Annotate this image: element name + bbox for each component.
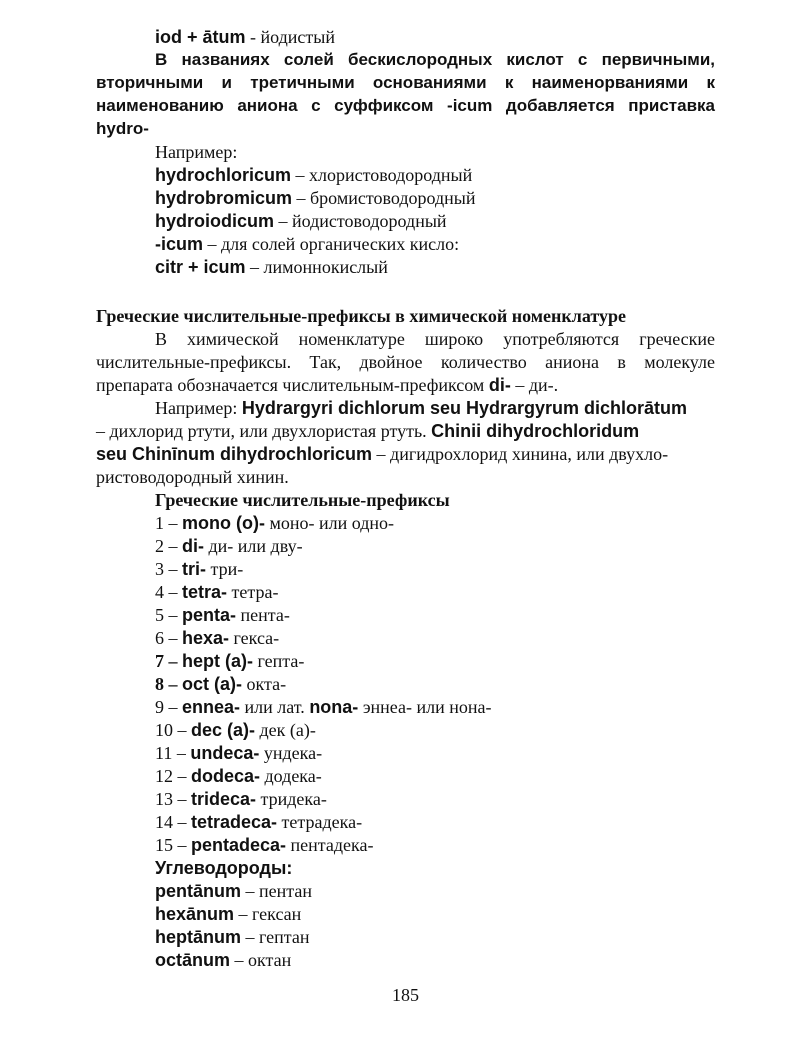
translation: йодистоводородный [292,211,447,231]
prefix: penta- [182,605,236,625]
dash: – [241,927,260,947]
number: 6 – [155,628,182,648]
prefix: tetra- [182,582,228,602]
number: 2 – [155,536,182,556]
hydrocarbon-item [155,903,301,925]
paragraph-text: препарата обозначается числительным-префиксом [96,375,489,395]
number: 13 – [155,789,191,809]
prefix-item [155,742,322,764]
dash: – [291,165,310,185]
latin-term: Chinii dihydrochloridum [431,421,640,441]
latin-term: hydrochloricum [155,165,292,185]
prefix-item [155,535,303,557]
translation: ди- или дву- [204,536,303,556]
latin-term: iod + ātum [155,27,246,47]
number: 4 – [155,582,182,602]
translation: гекса- [229,628,280,648]
translation: тридека- [256,789,327,809]
prefix: dodeca- [191,766,261,786]
number: 9 – [155,697,182,717]
prefix: hept (a)- [182,651,253,671]
dash: - [245,27,261,47]
number: 14 – [155,812,191,832]
example-item [155,233,459,255]
prefix: undeca- [190,743,260,763]
prefix-item [155,788,327,810]
prefix-item [155,512,394,534]
dash: – [241,881,260,901]
section-heading: Греческие числительные-префиксы в химической номенклатуре [96,306,627,326]
iod-line [155,26,335,48]
latin-term: citr + icum [155,257,246,277]
translation: хлористоводородный [309,165,473,185]
prefix: nona- [309,697,359,717]
latin-term: seu Chinīnum dihydrochloricum [96,444,373,464]
prefix: pentadeca- [191,835,287,855]
example-item [155,210,447,232]
number: 10 – [155,720,191,740]
translation: пентадека- [286,835,374,855]
hydrocarbon-item [155,949,291,971]
number: 12 – [155,766,191,786]
translation: для солей органических кисло: [221,234,460,254]
rule-line-3: наименованию аниона с суффиксом -icum добавляется приставка [96,96,715,115]
latin-term: di- [488,375,511,395]
paragraph-line: В химической номенклатуре широко употребляются греческие [155,329,715,349]
number: 11 – [155,743,191,763]
translation: гексан [252,904,302,924]
dash: – [203,234,222,254]
translation: йодистый [260,27,336,47]
latin-term: hydroiodicum [155,211,275,231]
translation: ундека- [259,743,323,763]
translation: тетрадека- [277,812,363,832]
prefix-item [155,811,362,833]
prefix: mono (o)- [182,513,265,533]
paragraph-text: Например: [155,398,242,418]
hydrocarbon-item [155,880,312,902]
prefix: oct (a)- [182,674,242,694]
latin-term: Hydrargyri dichlorum seu Hydrargyrum dichlorātum [241,398,688,418]
prefix-item [155,558,243,580]
translation: бромистоводородный [310,188,476,208]
latin-term: pentānum [155,881,242,901]
rule-line-4: hydro- [96,119,149,138]
dash: – [274,211,293,231]
paragraph-line: числительные-префиксы. Так, двойное количество аниона в молекуле [96,352,715,372]
prefix: trideca- [191,789,257,809]
paragraph-text: – ди-. [510,375,559,395]
translation: гепта- [253,651,305,671]
translation: гептан [259,927,310,947]
example-item [155,164,472,186]
list-title: Греческие числительные-префиксы [155,490,450,510]
translation: дек (а)- [255,720,316,740]
prefix-item [155,650,304,672]
prefix-item [155,604,290,626]
dash: – [292,188,311,208]
prefix-item [155,673,286,695]
rule-line-1: В названиях солей бескислородных кислот с первичными, [155,50,715,69]
number: 15 – [155,835,191,855]
translation: пентан [259,881,312,901]
rule-line-2: вторичными и третичными основаниями к наименорваниями к [96,73,715,92]
paragraph-text: – дихлорид ртути, или двухлористая ртуть. [96,421,432,441]
latin-term: heptānum [155,927,242,947]
latin-term: hexānum [155,904,235,924]
number: 5 – [155,605,182,625]
number: 7 – [155,651,182,671]
translation: тетра- [227,582,279,602]
translation: додека- [260,766,322,786]
prefix-item [155,627,279,649]
translation: моно- или одно- [264,513,395,533]
prefix-item [155,765,322,787]
paragraph-text: – дигидрохлорид хинина, или двухло- [372,444,669,464]
number: 1 – [155,513,182,533]
prefix: ennea- [182,697,241,717]
latin-term: -icum [155,234,204,254]
hydrocarbons-title: Углеводороды: [155,858,293,878]
hydrocarbon-item [155,926,310,948]
latin-term: octānum [155,950,231,970]
example-item [155,187,476,209]
number: 8 – [155,674,182,694]
latin-term: hydrobromicum [155,188,293,208]
translation: октан [248,950,292,970]
dash: – [245,257,264,277]
dash: – [234,904,253,924]
translation: три- [206,559,244,579]
prefix-item [155,696,492,718]
translation: эннеа- или нона- [358,697,492,717]
prefix-item [155,581,278,603]
translation: окта- [242,674,287,694]
translation: пента- [236,605,290,625]
dash: – [230,950,249,970]
paragraph-line [96,374,558,396]
prefix: tri- [182,559,206,579]
prefix: dec (a)- [191,720,256,740]
paragraph-line: ристоводородный хинин. [96,467,289,487]
paragraph-line [155,397,687,419]
paragraph-line [96,420,639,442]
paragraph-line [96,443,668,465]
page-number: 185 [392,985,419,1005]
number: 3 – [155,559,182,579]
prefix-item [155,719,316,741]
prefix: tetradeca- [191,812,278,832]
prefix: di- [182,536,204,556]
translation: или лат. [240,697,310,717]
example-label: Например: [155,142,238,162]
translation: лимоннокислый [263,257,388,277]
prefix-item [155,834,373,856]
prefix: hexa- [182,628,230,648]
example-item [155,256,388,278]
